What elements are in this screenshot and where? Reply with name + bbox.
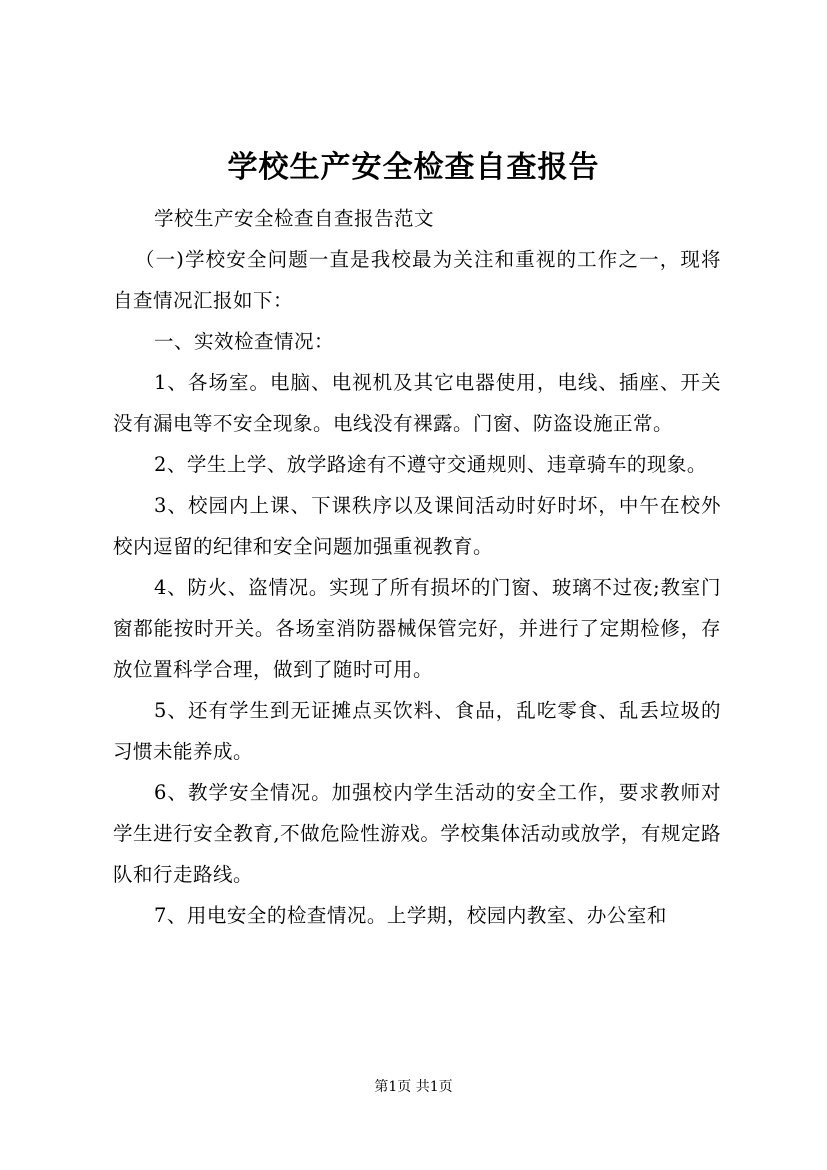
paragraph-intro: （一)学校安全问题一直是我校最为关注和重视的工作之一，现将自查情况汇报如下： <box>113 248 721 312</box>
paragraph-item-3: 3、校园内上课、下课秩序以及课间活动时好时坏，中午在校外校内逗留的纪律和安全问题加强重视教育。 <box>113 494 721 558</box>
paragraph-item-1: 1、各场室。电脑、电视机及其它电器使用，电线、插座、开关没有漏电等不安全现象。电线没有裸露。门窗、防盗设施正常。 <box>113 371 721 435</box>
paragraph-item-7: 7、用电安全的检查情况。上学期，校园内教室、办公室和 <box>154 904 667 927</box>
paragraph-section-heading: 一、实效检查情况： <box>154 330 335 353</box>
paragraph-item-6: 6、教学安全情况。加强校内学生活动的安全工作，要求教师对学生进行安全教育,不做危险性游戏。学校集体活动或放学，有规定路队和行走路线。 <box>113 781 721 886</box>
page-footer: 第1页 共1页 <box>374 1079 453 1095</box>
paragraph-item-5: 5、还有学生到无证摊点买饮料、食品，乱吃零食、乱丢垃圾的习惯未能养成。 <box>113 699 721 763</box>
document-title: 学校生产安全检查自查报告 <box>227 150 600 185</box>
document-body <box>113 198 721 936</box>
paragraph-subtitle: 学校生产安全检查自查报告范文 <box>154 207 435 230</box>
paragraph-item-2: 2、学生上学、放学路途有不遵守交通规则、违章骑车的现象。 <box>154 453 707 476</box>
paragraph-item-4: 4、防火、盗情况。实现了所有损坏的门窗、玻璃不过夜;教室门窗都能按时开关。各场室消防器械保管完好，并进行了定期检修，存放位置科学合理，做到了随时可用。 <box>113 576 721 681</box>
